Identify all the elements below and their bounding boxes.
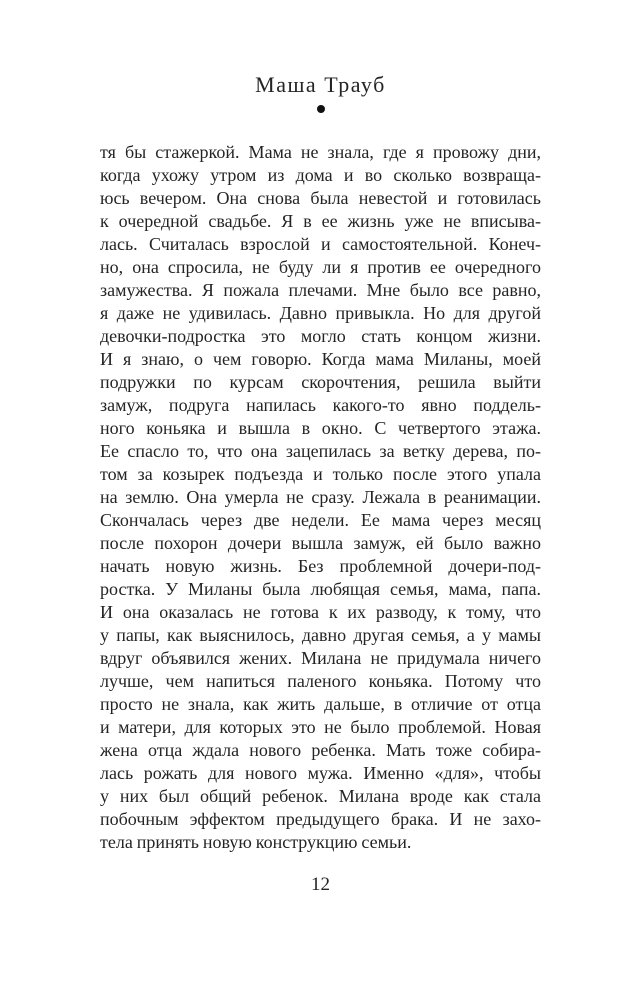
text-line: побочным эффектом предыдущего брака. И не захо- (100, 809, 541, 829)
text-line: ного коньяка и вышла в окно. С четвертого этажа. (100, 418, 541, 438)
text-line: И она оказалась не готова к их разводу, к тому, что (100, 602, 541, 622)
text-line: подружки по курсам скорочтения, решила выйти (100, 372, 541, 392)
text-line: у папы, как выяснилось, давно другая семья, а у мамы (100, 625, 541, 645)
text-line: после похорон дочери вышла замуж, ей было важно (100, 533, 541, 553)
page-header (100, 72, 541, 113)
text-line: юсь вечером. Она снова была невестой и готовилась (100, 188, 541, 208)
text-line: вдруг объявился жених. Милана не придумала ничего (100, 648, 541, 668)
text-line: тела принять новую конструкцию семьи. (100, 832, 412, 852)
text-line: ростка. У Миланы была любящая семья, мама, папа. (100, 579, 541, 599)
text-line: к очередной свадьбе. Я в ее жизнь уже не вписыва- (100, 211, 541, 231)
text-line: жена отца ждала нового ребенка. Мать тоже собира- (100, 740, 541, 760)
text-line: у них был общий ребенок. Милана вроде как стала (100, 786, 541, 806)
page-number: 12 (311, 874, 330, 895)
text-line: лучше, чем напиться паленого коньяка. Потому что (100, 671, 541, 691)
text-line: просто не знала, как жить дальше, в отличие от отца (100, 694, 541, 714)
author-name: Маша Трауб (255, 72, 386, 97)
text-line: И я знаю, о чем говорю. Когда мама Миланы, моей (100, 349, 541, 369)
text-line: девочки-подростка это могло стать концом жизни. (100, 326, 541, 346)
text-line: том за козырек подъезда и только после этого упала (100, 464, 541, 484)
text-line: Ее спасло то, что она зацепилась за ветку дерева, по- (100, 441, 541, 461)
text-line: замуж, подруга напилась какого-то явно поддель- (100, 395, 541, 415)
page-footer (100, 873, 541, 897)
text-line: лась рожать для нового мужа. Именно «для», чтобы (100, 763, 541, 783)
separator-dot-icon (317, 105, 325, 113)
body-text (100, 141, 541, 854)
text-line: тя бы стажеркой. Мама не знала, где я провожу дни, (100, 142, 541, 162)
text-line: Скончалась через две недели. Ее мама через месяц (100, 510, 541, 530)
text-line: когда ухожу утром из дома и во сколько возвраща- (100, 165, 541, 185)
text-line: я даже не удивилась. Давно привыкла. Но для другой (100, 303, 541, 323)
text-line: лась. Считалась взрослой и самостоятельной. Конеч- (100, 234, 541, 254)
text-line: начать новую жизнь. Без проблемной дочери-под- (100, 556, 541, 576)
text-line: на землю. Она умерла не сразу. Лежала в реанимации. (100, 487, 541, 507)
text-line: но, она спросила, не буду ли я против ее очередного (100, 257, 541, 277)
text-line: замужества. Я пожала плечами. Мне было все равно, (100, 280, 541, 300)
text-line: и матери, для которых это не было проблемой. Новая (100, 717, 541, 737)
